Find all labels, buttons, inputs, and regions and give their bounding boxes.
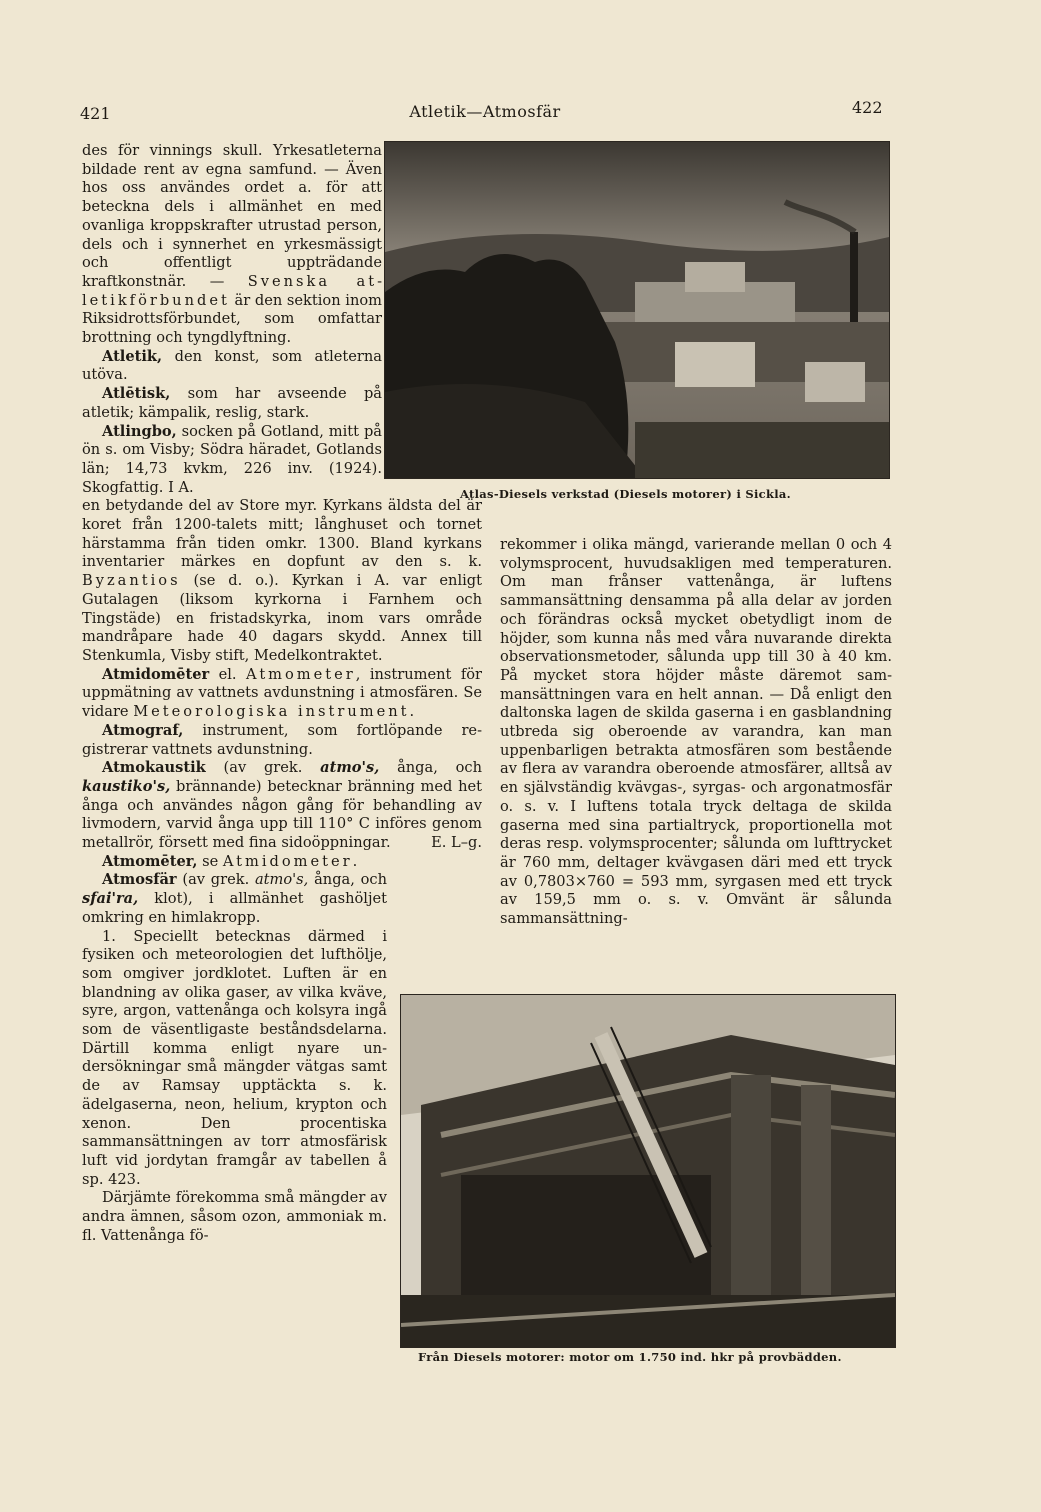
entry-atmograf: Atmograf, instrument, som fortlöpande registrerar vattnets avdunstning.: [82, 721, 482, 758]
entry-atletik: Atletik, den konst, som atleterna utöva.: [82, 347, 382, 384]
atmosfar-paragraph-1: 1. Speciellt betecknas därmed i fysiken och meteorologien det lufthölje, som omgiver jordklotet. Luften är en blandning av olika gaser, av vilka kväve, syre, argon, vattenånga och kolsyra ingå som de väsentligaste beståndsdelarna. Därtill komma enligt nyare undersökningar små mängder vätgas samt de av Ramsay upptäckta s. k. ädelgaserna, neon, helium, krypton och xenon. Den procentiska sammansättningen av torr atmosfärisk luft vid jordytan framgår av tabellen å sp. 423.: [82, 927, 387, 1188]
entry-atlingbo: Atlingbo, socken på Gotland, mitt på ön s. om Visby; Södra häradet, Gotlands län; 14,73 kvkm, 226 inv. (1924). Skogfattig. I A.: [82, 422, 382, 496]
bottom-photo-caption: Från Diesels motorer: motor om 1.750 ind. hkr på provbädden.: [418, 1350, 842, 1364]
running-title: Atletik—Atmosfär: [409, 102, 561, 121]
right-column: rekommer i olika mängd, varierande mellan 0 och 4 volymsprocent, huvudsakligen med temperaturen. Om man frånser vattenånga, är luftens sammansättning densamma på alla delar av jorden och förändras också mycket obetydligt inom de höjder, som kunna nås med våra nuvarande direkta observationsmetoder, sålunda upp till 30 à 40 km. På mycket stora höjder måste däremot sammansättningen vara en helt annan. — Då enligt den daltonska lagen de skilda gaserna i en gasblandning utbreda sig oberoende av varandra, kan man uppenbarligen betrakta atmosfären som bestående av flera av varandra oberoende atmosfärer, alltså av en självständig kvävgas-, syrgas- och argonatmosfär o. s. v. I luftens totala tryck deltaga de skilda gaserna med sina partialtryck, proportionella mot deras resp. volymsprocenter; sålunda om lufttrycket är 760 mm, deltager kvävgasen däri med ett tryck av 0,7803×760 = 593 mm, syrgasen med ett tryck av 159,5 mm o. s. v. Omvänt är sålunda sammansättning-: [500, 536, 892, 928]
engine-photo: [400, 994, 896, 1348]
entry-atmosfar: Atmosfär (av grek. atmo's, ånga, och sfai'ra, klot), i allmänhet gashöljet omkring en himlakropp.: [82, 871, 387, 926]
narrow-text-block-2: [82, 871, 387, 1245]
atmosfar-paragraph-2: Därjämte förekomma små mängder av andra ämnen, såsom ozon, ammoniak m. fl. Vattenånga fö-: [82, 1189, 387, 1244]
entry-atmometer: Atmomēter, se Atmidometer.: [102, 852, 358, 870]
narrow-text-block: [82, 142, 382, 497]
author-signature: E. L–g.: [431, 834, 482, 852]
entry-atletisk: Atlētisk, som har avseende på atletik; kämpalik, reslig, stark.: [82, 385, 382, 421]
entry-atmidometer: Atmidomēter el. Atmometer, instrument för uppmätning av vattnets avdunstning i atmosfären. Se vidare Meteorologiska instrument.: [82, 665, 482, 721]
article-athlete: des för vinnings skull. Yrkesatleterna bildade rent av egna samfund. — Även hos oss användes ordet a. för att beteckna dels i allmänhet en med ovanliga kroppskrafter utrustad person, dels och i synnerhet en yrkesmässigt och offentligt uppträdande kraftkonstnär. — Svenska atletikförbundet är den sektion inom Riksidrottsförbundet, som omfattar brottning och tyngdlyftning.: [82, 142, 382, 347]
top-photo-caption: Atlas-Diesels verkstad (Diesels motorer) i Sickla.: [460, 487, 791, 501]
page-number-right: 422: [852, 98, 883, 117]
entry-atmokaustik: Atmokaustik (av grek. atmo's, ånga, och kaustiko's, brännande) betecknar bränning med het ånga och användes någon gång för behandling av livmodern, varvid ånga upp till 110° C införes genom metallrör, försett med fina sidoöppningar. E. L–g.: [82, 759, 482, 852]
page-number-left: 421: [80, 104, 111, 123]
entry-atlingbo-cont: en betydande del av Store myr. Kyrkans äldsta del är koret från 1200-talets mitt; långhuset och tornet härstamma från tiden omkr. 1300. Bland kyrkans inventarier märkes en dopfunt av den s. k. Byzantios (se d. o.). Kyrkan i A. var enligt Gutalagen (liksom kyrkorna i Farnhem och Tingstäde) en fristadskyrka, inom vars område mandråpare hade 40 dagars skydd. Annex till Stenkumla, Visby stift, Medelkontraktet.: [82, 497, 482, 664]
